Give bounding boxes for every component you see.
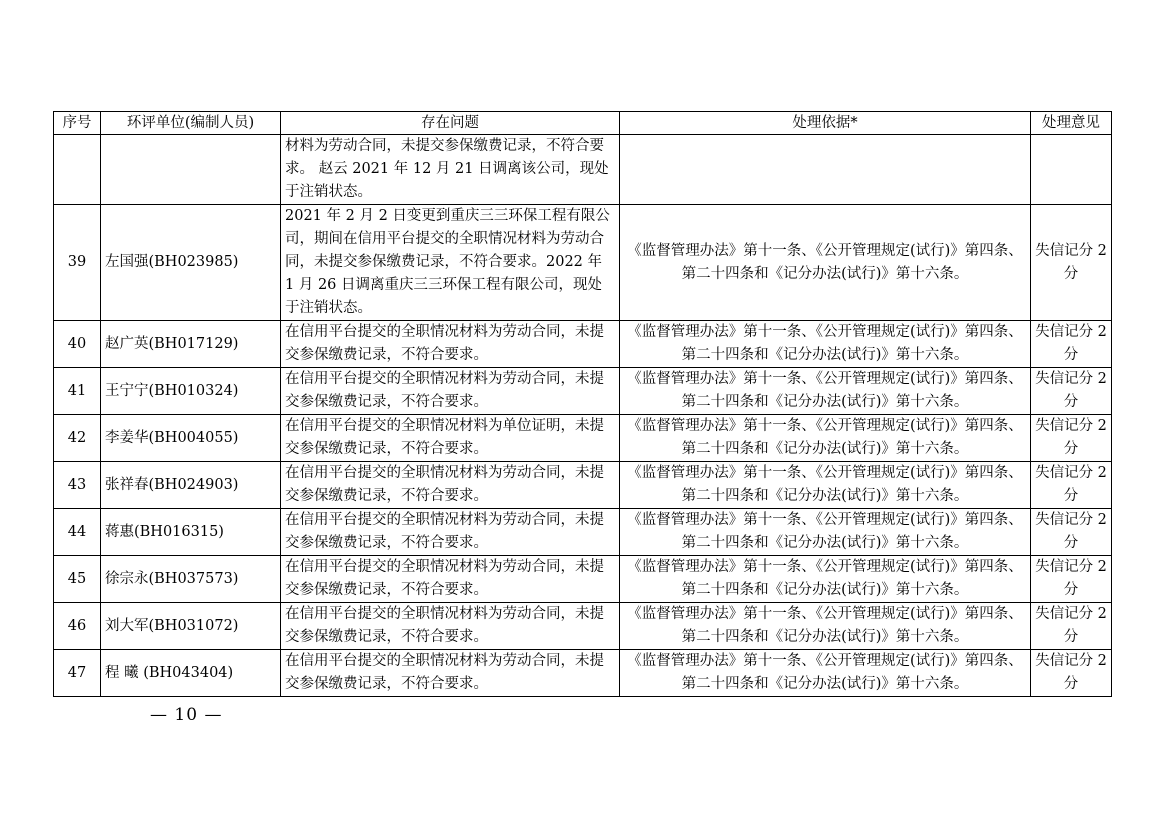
cell-issue: 在信用平台提交的全职情况材料为劳动合同，未提交参保缴费记录，不符合要求。 [281,368,620,415]
page-number: — 10 — [150,705,223,725]
cell-unit: 左国强(BH023985) [101,205,281,321]
table-row [54,603,1112,650]
cell-issue: 在信用平台提交的全职情况材料为劳动合同，未提交参保缴费记录，不符合要求。 [281,650,620,697]
cell-issue: 材料为劳动合同，未提交参保缴费记录，不符合要求。 赵云 2021 年 12 月 21 日调离该公司，现处于注销状态。 [281,135,620,205]
violations-table [53,111,1112,697]
table-row [54,509,1112,556]
header-row [54,112,1112,135]
header-seq: 序号 [54,112,101,135]
table-row [54,415,1112,462]
cell-issue: 在信用平台提交的全职情况材料为劳动合同，未提交参保缴费记录，不符合要求。 [281,462,620,509]
table-row-continuation [54,135,1112,205]
cell-seq [54,135,101,205]
cell-seq: 43 [54,462,101,509]
cell-unit: 王宁宁(BH010324) [101,368,281,415]
header-issue: 存在问题 [281,112,620,135]
table-row [54,205,1112,321]
cell-basis: 《监督管理办法》第十一条、《公开管理规定(试行)》第四条、第二十四条和《记分办法(试行)》第十六条。 [620,415,1031,462]
cell-seq: 44 [54,509,101,556]
header-unit: 环评单位(编制人员) [101,112,281,135]
cell-unit: 徐宗永(BH037573) [101,556,281,603]
cell-opinion: 失信记分 2 分 [1031,415,1112,462]
cell-opinion: 失信记分 2 分 [1031,321,1112,368]
header-opinion: 处理意见 [1031,112,1112,135]
cell-opinion: 失信记分 2 分 [1031,603,1112,650]
cell-opinion: 失信记分 2 分 [1031,509,1112,556]
header-basis: 处理依据* [620,112,1031,135]
cell-unit: 赵广英(BH017129) [101,321,281,368]
cell-opinion: 失信记分 2 分 [1031,556,1112,603]
cell-issue: 在信用平台提交的全职情况材料为劳动合同，未提交参保缴费记录，不符合要求。 [281,509,620,556]
cell-unit: 刘大军(BH031072) [101,603,281,650]
cell-seq: 39 [54,205,101,321]
table-row [54,321,1112,368]
cell-issue: 2021 年 2 月 2 日变更到重庆三三环保工程有限公司，期间在信用平台提交的全职情况材料为劳动合同，未提交参保缴费记录，不符合要求。2022 年 1 月 26 日调离重庆三三环保工程有限公司，现处于注销状态。 [281,205,620,321]
table-row [54,462,1112,509]
cell-basis: 《监督管理办法》第十一条、《公开管理规定(试行)》第四条、第二十四条和《记分办法(试行)》第十六条。 [620,603,1031,650]
cell-unit [101,135,281,205]
cell-basis: 《监督管理办法》第十一条、《公开管理规定(试行)》第四条、第二十四条和《记分办法(试行)》第十六条。 [620,368,1031,415]
cell-basis: 《监督管理办法》第十一条、《公开管理规定(试行)》第四条、第二十四条和《记分办法(试行)》第十六条。 [620,509,1031,556]
cell-opinion: 失信记分 2 分 [1031,462,1112,509]
cell-basis: 《监督管理办法》第十一条、《公开管理规定(试行)》第四条、第二十四条和《记分办法(试行)》第十六条。 [620,321,1031,368]
table-row [54,368,1112,415]
cell-opinion: 失信记分 2 分 [1031,368,1112,415]
cell-opinion: 失信记分 2 分 [1031,205,1112,321]
cell-basis: 《监督管理办法》第十一条、《公开管理规定(试行)》第四条、第二十四条和《记分办法(试行)》第十六条。 [620,556,1031,603]
table-row [54,650,1112,697]
cell-opinion: 失信记分 2 分 [1031,650,1112,697]
cell-basis: 《监督管理办法》第十一条、《公开管理规定(试行)》第四条、第二十四条和《记分办法(试行)》第十六条。 [620,205,1031,321]
cell-unit: 张祥春(BH024903) [101,462,281,509]
table-row [54,556,1112,603]
cell-issue: 在信用平台提交的全职情况材料为单位证明，未提交参保缴费记录，不符合要求。 [281,415,620,462]
cell-opinion [1031,135,1112,205]
cell-seq: 47 [54,650,101,697]
cell-unit: 李姜华(BH004055) [101,415,281,462]
cell-basis [620,135,1031,205]
cell-issue: 在信用平台提交的全职情况材料为劳动合同，未提交参保缴费记录，不符合要求。 [281,321,620,368]
cell-issue: 在信用平台提交的全职情况材料为劳动合同，未提交参保缴费记录，不符合要求。 [281,556,620,603]
cell-basis: 《监督管理办法》第十一条、《公开管理规定(试行)》第四条、第二十四条和《记分办法(试行)》第十六条。 [620,650,1031,697]
cell-seq: 45 [54,556,101,603]
cell-seq: 42 [54,415,101,462]
cell-issue: 在信用平台提交的全职情况材料为劳动合同，未提交参保缴费记录，不符合要求。 [281,603,620,650]
cell-unit: 程 曦 (BH043404) [101,650,281,697]
cell-seq: 46 [54,603,101,650]
cell-seq: 41 [54,368,101,415]
cell-seq: 40 [54,321,101,368]
cell-unit: 蒋惠(BH016315) [101,509,281,556]
cell-basis: 《监督管理办法》第十一条、《公开管理规定(试行)》第四条、第二十四条和《记分办法(试行)》第十六条。 [620,462,1031,509]
